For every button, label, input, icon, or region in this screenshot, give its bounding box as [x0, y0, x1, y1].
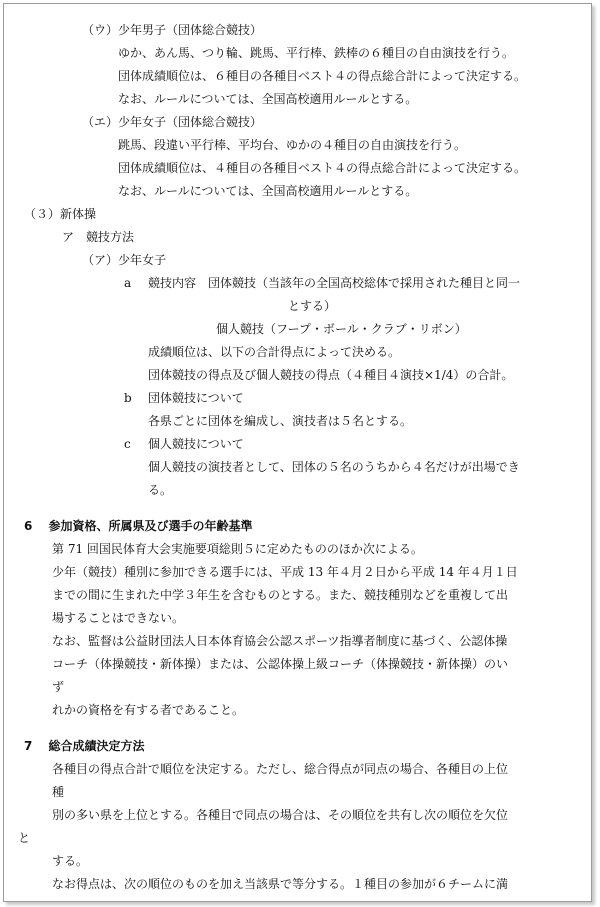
- item-a-ranking: 成績順位は、以下の合計得点によって決める。: [148, 345, 401, 359]
- u-line-1: ゆか、あん馬、つり輪、跳馬、平行棒、鉄棒の６種目の自由演技を行う。: [118, 46, 515, 60]
- item-b-text: 各県ごとに団体を編成し、演技者は５名とする。: [148, 414, 413, 428]
- section-7-line-3: 別の多い県を上位とする。各種目で同点の場合は、その順位を共有し次の順位を欠位: [52, 808, 509, 822]
- item-a-individual: 個人競技（フープ・ボール・クラブ・リボン）: [216, 322, 467, 336]
- item-a-content-cont: とする）: [288, 299, 337, 313]
- item-c-text-2: る。: [148, 483, 173, 497]
- item-c-title: 個人競技について: [148, 437, 244, 451]
- e-line-3: なお、ルールについては、全国高校適用ルールとする。: [118, 184, 418, 198]
- item-c-text-1: 個人競技の演技者として、団体の５名のうちから４名だけが出場でき: [148, 460, 520, 474]
- item-a-content: 競技内容 団体競技（当該年の全国高校総体で採用された種目と同一: [148, 276, 521, 290]
- section-7-line-1: 各種目の得点合計で順位を決定する。ただし、総合得点が同点の場合、各種目の上位: [52, 762, 509, 776]
- competition-method-title: ア 競技方法: [62, 230, 135, 244]
- girls-subtitle: （ア）少年女子: [82, 253, 167, 267]
- u-line-2: 団体成績順位は、６種目の各種目ベスト４の得点総合計によって決定する。: [118, 69, 527, 83]
- section-7-line-2: 種: [52, 785, 65, 799]
- section-6-line-4: 場することはできない。: [52, 611, 185, 625]
- item-a-marker: a: [124, 276, 132, 290]
- section-7-heading: 7 総合成績決定方法: [24, 739, 145, 753]
- item-c-marker: c: [124, 437, 131, 451]
- section-7-line-6: なお得点は、次の順位のものを加え当該県で等分する。１種目の参加が６チームに満: [52, 877, 509, 891]
- item-b-marker: b: [124, 391, 132, 405]
- section-7-line-4: と: [18, 831, 31, 845]
- section-6-line-6: コーチ（体操競技・新体操）または、公認体操上級コーチ（体操競技・新体操）のい: [52, 657, 509, 671]
- section-6-line-3: までの間に生まれた中学３年生を含むものとする。また、競技種別などを重複して出: [52, 588, 509, 602]
- section-6-line-8: れかの資格を有する者であること。: [52, 703, 245, 717]
- subsection-u-title: （ウ）少年男子（団体総合競技）: [82, 23, 263, 37]
- e-line-2: 団体成績順位は、４種目の各種目ベスト４の得点総合計によって決定する。: [118, 161, 527, 175]
- subsection-e-title: （エ）少年女子（団体総合競技）: [82, 115, 263, 129]
- section-7-line-5: する。: [52, 854, 89, 868]
- section-6-line-5: なお、監督は公益財団法人日本体育協会公認スポーツ指導者制度に基づく、公認体操: [52, 634, 508, 648]
- section-6-line-2: 少年（競技）種別に参加できる選手には、平成 13 年４月２日から平成 14 年４月１日: [52, 565, 518, 579]
- section-6-line-1: 第 71 回国民体育大会実施要項総則５に定めたもののほか次による。: [52, 542, 423, 556]
- item-a-formula: 団体競技の得点及び個人競技の得点（４種目４演技×1/4）の合計。: [148, 368, 514, 382]
- document-page: [3, 3, 592, 902]
- section-6-line-7: ず: [52, 680, 65, 694]
- u-line-3: なお、ルールについては、全国高校適用ルールとする。: [118, 92, 418, 106]
- section-6-heading: 6 参加資格、所属県及び選手の年齢基準: [24, 519, 253, 533]
- e-line-1: 跳馬、段違い平行棒、平均台、ゆかの４種目の自由演技を行う。: [118, 138, 467, 152]
- shintaiso-title: （３）新体操: [24, 207, 97, 221]
- item-b-title: 団体競技について: [148, 391, 244, 405]
